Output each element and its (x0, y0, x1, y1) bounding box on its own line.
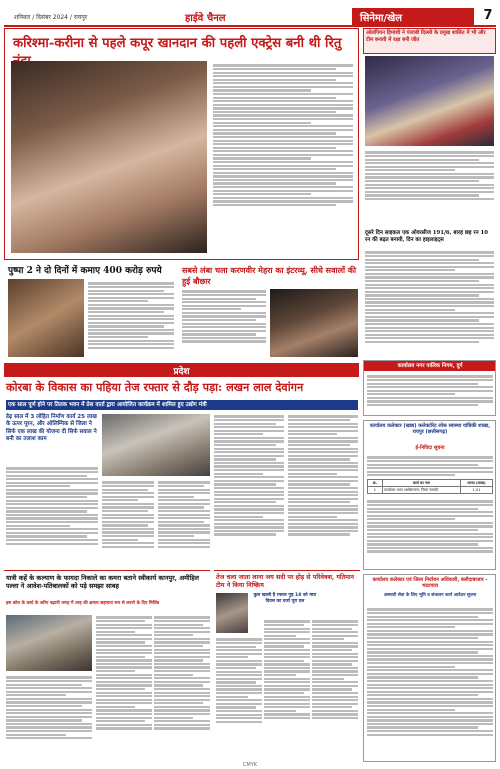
match-body (365, 250, 494, 344)
pushpa-headline: पुष्पा 2 ने दो दिनों में कमाए 400 करोड़ रुपये (8, 266, 162, 276)
table-head-cost: लागत (लाख) (467, 481, 486, 485)
yatri-body-col3 (154, 615, 210, 731)
hockey-photo (216, 593, 248, 633)
karanveer-photo (270, 289, 358, 357)
kapoor-story (4, 28, 359, 260)
notice-1-title: कार्यालय नगर पालिक निगम, दुर्ग (397, 363, 463, 369)
notice-2-table (367, 479, 493, 494)
hockey-headline: तेज चला जाता लाना जय सदी पर होड़ से परिवेक्श, गतिमान टीम ने किया निष्क्रिय (216, 574, 355, 590)
yatri-headline: यात्री कहें के कल्याण के फायदा निकाले का कमरा बताने स्वीकार्य कानपुर, अमीहिल पल्ला ने आवेश-पतिबालकों को पड़े समझा साबह (6, 574, 199, 591)
kapoor-photo (11, 61, 207, 253)
korba-headline: कोरबा के विकास का पहिया तेज रफ्तार से दौड़ पड़ा: लखन लाल देवांगन (6, 380, 304, 394)
hockey-subhead: कुल खाली है रफ्तार गुड़ 18 को मारा दिवस का दर्जा पूरा दल (253, 593, 317, 604)
notice-2-subtitle: ई-निविदा सूचना (415, 445, 445, 451)
notice-2-title: कार्यालय कलेक्टर (खाद्य) कलेक्टोरेट लोक स्वास्थ्य यांत्रिकी शाखा, रायपुर (छत्तीसगढ़) (369, 423, 491, 436)
notice-2 (363, 420, 496, 570)
yatri-photo (6, 615, 92, 671)
pushpa-body (88, 281, 174, 350)
pradesh-banner (4, 363, 359, 377)
korba-body-col2 (102, 480, 154, 549)
kapoor-body (213, 63, 353, 208)
match-headline: दूसरे दिन साइकल एक ओवरसीज 191/6, बारह छह रन 10 रन की बढ़त बनायी, दिन का हाइलाइट्स (365, 230, 488, 243)
table-cell-work: कार्यालय भवन अधोसंरचना, जिला सामग्री (383, 487, 461, 493)
olympics-headline: ओलंपियन हिमांशी ने पंजाबी दिल्ली के प्रमुख शासित में भी और टीम बनायी में रक्षा बनी जीत (366, 30, 486, 44)
header-rule (4, 25, 496, 27)
notice-1-body (367, 374, 493, 408)
pushpa-photo (8, 279, 84, 357)
hockey-body-col3 (312, 619, 358, 721)
yatri-story (4, 570, 210, 762)
korba-photo (102, 414, 210, 476)
olympics-photo (365, 56, 494, 146)
notice-3 (363, 574, 496, 762)
sports-column (363, 28, 496, 358)
table-head-no: क्र. (368, 480, 383, 486)
brand-name: हाईवे चैनल (185, 13, 226, 24)
table-row (368, 487, 492, 493)
page-number: 7 (483, 8, 493, 23)
pushpa-story (4, 263, 176, 361)
korba-story (4, 378, 359, 568)
table-cell-cost: 1.01 (472, 488, 481, 492)
yatri-body-col2 (96, 615, 152, 731)
kapoor-headline: करिश्मा-करीना से पहले कपूर खानदान की पहली एक्ट्रेस बनी थी रितु (13, 36, 342, 51)
pradesh-label: प्रदेश (173, 367, 190, 377)
section-label: सिनेमा/खेल (352, 8, 474, 25)
korba-body-col4 (214, 414, 284, 537)
hockey-body-col1 (216, 637, 262, 724)
notice-1 (363, 360, 496, 416)
korba-intro: डेढ़ साल में 3 लोहित निर्माण कार्य 25 लाख के ऊपर पूरन, और ओलिम्पिक से जिला ने सिर्फ एक लाख की योजना दी सिर्फ सवाल ने बनी का तलाश काम (6, 414, 97, 443)
karanveer-story (180, 263, 360, 361)
hockey-story (214, 570, 360, 762)
yatri-subhead: इस कोच के कार्य के जरिए बढ़ायी जगह में तरह की क्षमता सहायता रूप से कराने के दिए मिलिंड (6, 601, 160, 606)
korba-subhead: एक साल पूर्ण होने पर तिलक भवन में प्रेस वार्ता द्वारा आयोजित कार्यक्रम में शामिल हुए उद्योग मंत्री (8, 402, 207, 408)
korba-body-col1 (6, 466, 98, 546)
notice-3-body (367, 607, 493, 737)
notice-3-subtitle: अस्थायी सेवा के लिए भूमि व संचालन कार्य आवेदन सूचना (383, 593, 477, 598)
notice-3-title: कार्यालय कलेक्टर एवं जिला निर्वाचन अधिकारी, बलौदाबाजार - भाटापारा (372, 577, 488, 590)
notice-2-body (367, 455, 493, 478)
karanveer-headline: सबसे लंबा चला करणवीर मेहरा का इंटरव्यू, सीधे सवालों की हुई बौछार (182, 265, 357, 286)
table-cell-no: 1 (368, 487, 383, 493)
korba-body-col5 (288, 414, 358, 537)
karanveer-body (182, 289, 266, 344)
cmyk-mark: CMYK (242, 762, 258, 768)
table-head-work: कार्य का नाम (383, 480, 461, 486)
notice-2-terms (367, 499, 493, 554)
yatri-body-col1 (6, 675, 92, 741)
hockey-body-col2 (264, 619, 310, 721)
table-header-row (368, 480, 492, 487)
masthead (0, 0, 500, 26)
korba-body-col3 (158, 480, 210, 549)
olympics-body (365, 150, 494, 201)
date-line: शनिवार / दिसंबर 2024 / रायपुर (14, 14, 88, 21)
